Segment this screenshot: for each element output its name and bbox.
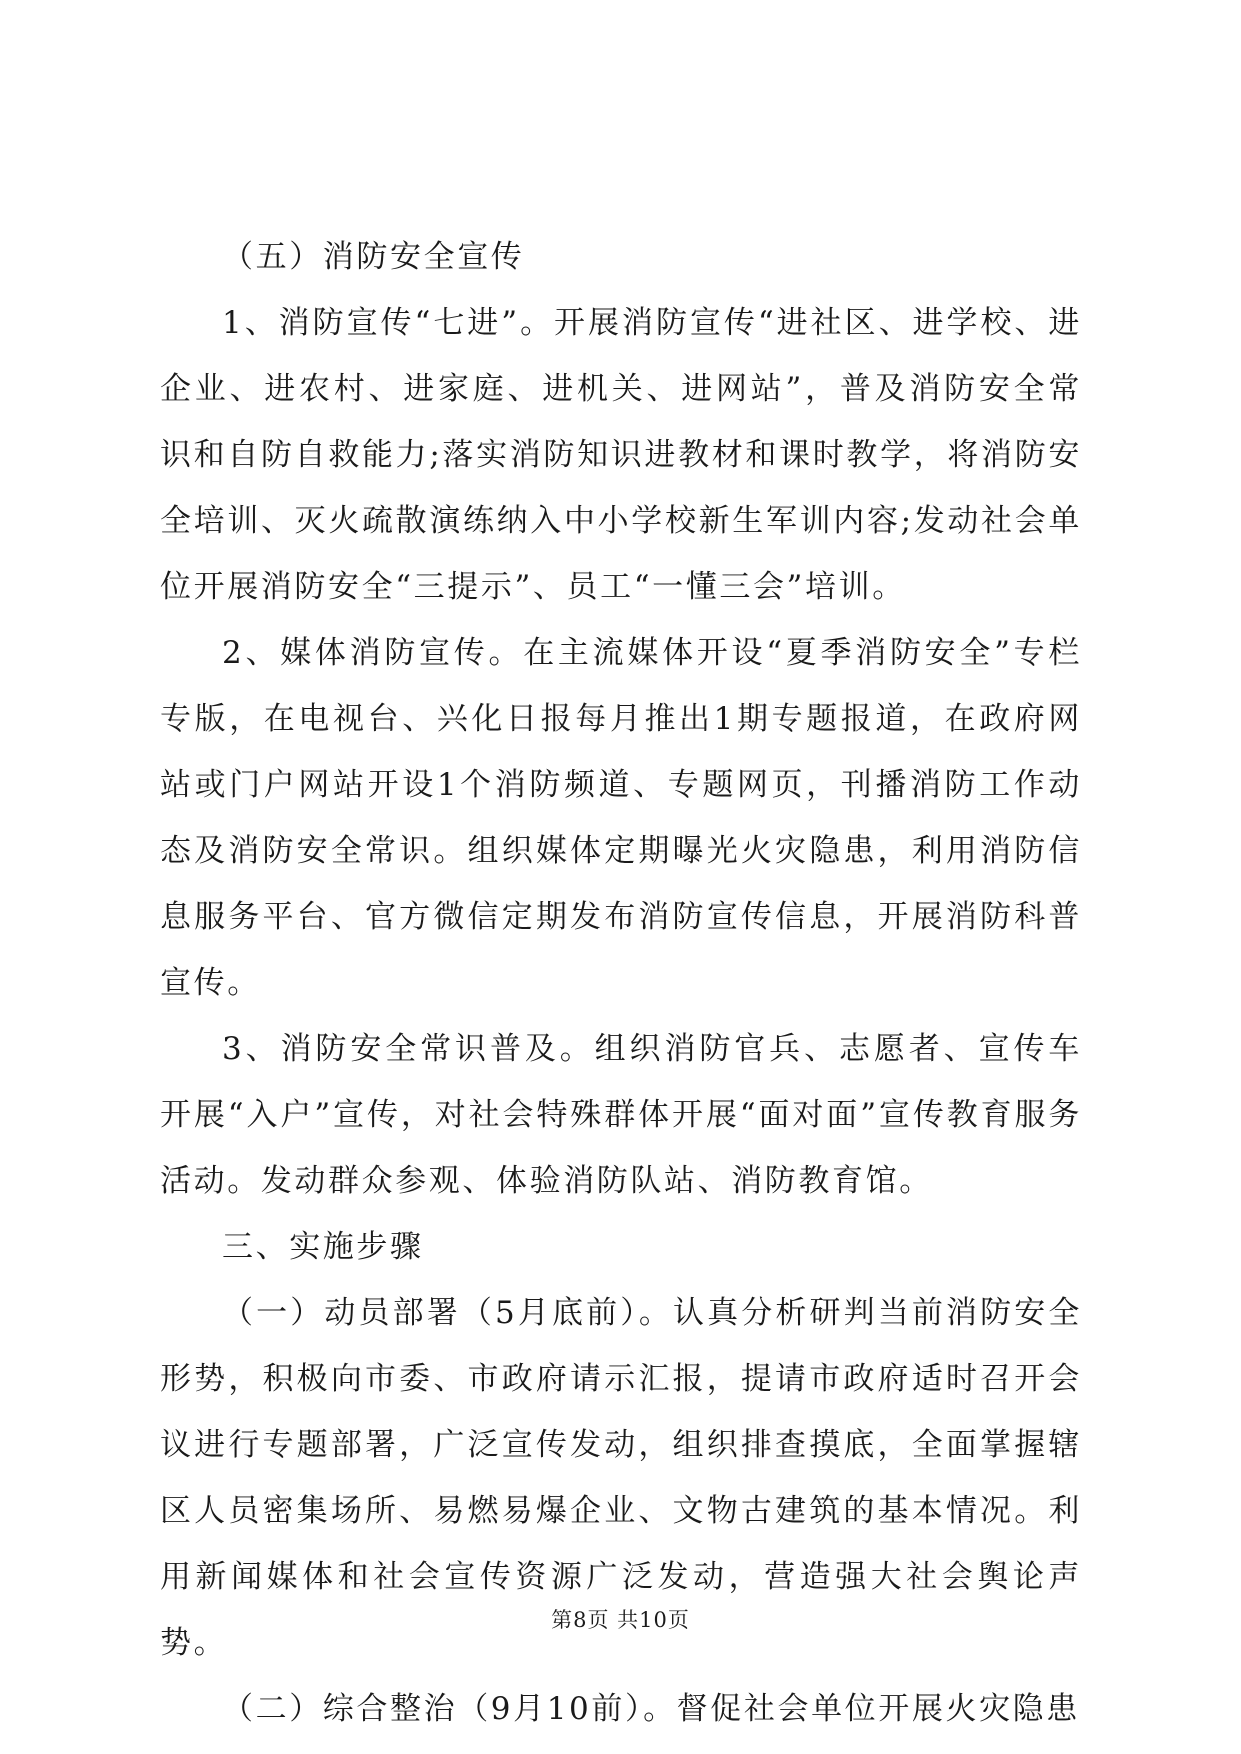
paragraph-media-publicity: 2、媒体消防宣传。在主流媒体开设“夏季消防安全”专栏专版，在电视台、兴化日报每月推出1期专题报道，在政府网站或门户网站开设1个消防频道、专题网页，刊播消防工作动态及消防安全常识。组织媒体定期曝光火灾隐患，利用消防信息服务平台、官方微信定期发布消防宣传信息，开展消防科普宣传。 (160, 635, 1082, 1001)
section-heading-implementation: 三、实施步骤 (222, 1229, 424, 1265)
paragraph-mobilization: （一）动员部署（5月底前）。认真分析研判当前消防安全形势，积极向市委、市政府请示汇报，提请市政府适时召开会议进行专题部署，广泛宣传发动，组织排查摸底，全面掌握辖区人员密集场所、易燃易爆企业、文物古建筑的基本情况。利用新闻媒体和社会宣传资源广泛发动，营造强大社会舆论声势。 (160, 1295, 1082, 1661)
paragraph-seven-entries: 1、消防宣传“七进”。开展消防宣传“进社区、进学校、进企业、进农村、进家庭、进机关、进网站”，普及消防安全常识和自防自救能力;落实消防知识进教材和课时教学，将消防安全培训、灭火疏散演练纳入中小学校新生军训内容;发动社会单位开展消防安全“三提示”、员工“一懂三会”培训。 (160, 305, 1082, 605)
page-number-footer: 第8页 共10页 (551, 1608, 690, 1632)
section-heading-publicity: （五）消防安全宣传 (222, 239, 525, 275)
document-body (160, 224, 1082, 1742)
paragraph-safety-knowledge: 3、消防安全常识普及。组织消防官兵、志愿者、宣传车开展“入户”宣传，对社会特殊群体开展“面对面”宣传教育服务活动。发动群众参观、体验消防队站、消防教育馆。 (160, 1031, 1082, 1199)
paragraph-rectification: （二）综合整治（9月10前）。督促社会单位开展火灾隐患 (222, 1691, 1080, 1727)
